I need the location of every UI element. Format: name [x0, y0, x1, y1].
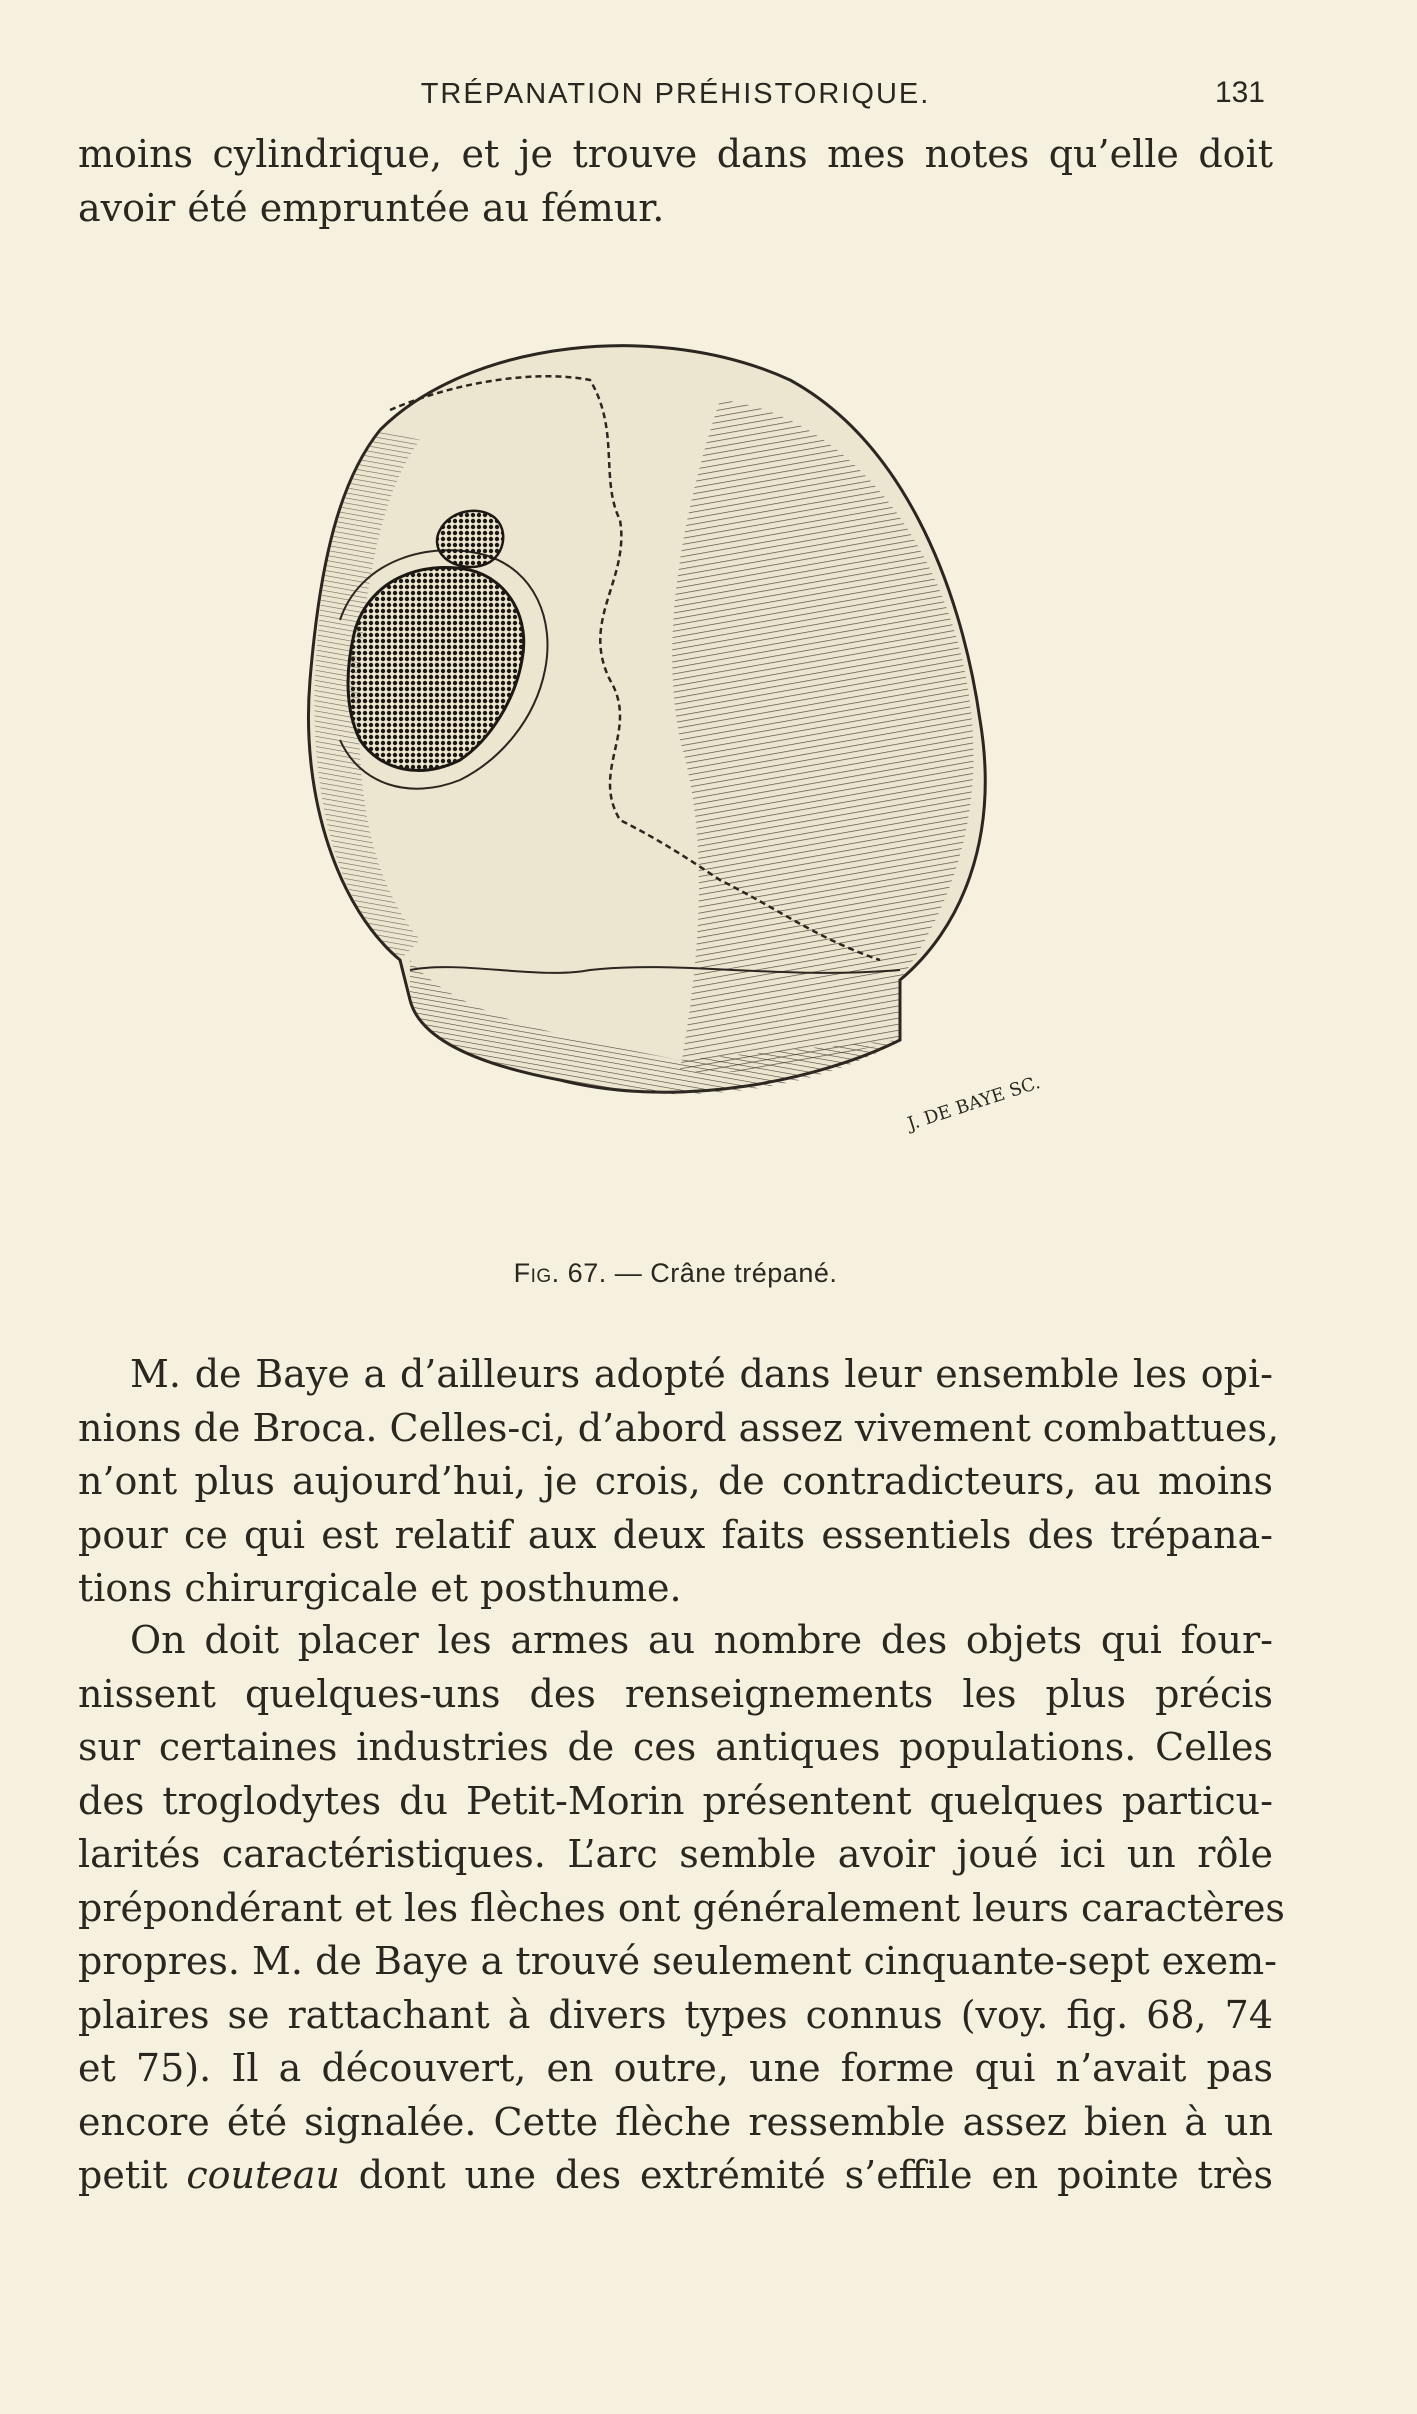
- text-line: On doit placer les armes au nombre des objets qui four-: [130, 1618, 1273, 1662]
- text-line: nions de Broca. Celles-ci, d’abord assez vivement combattues,: [78, 1405, 1280, 1450]
- figure-trepanned-skull: [260, 320, 1140, 1250]
- text-line: n’ont plus aujourd’hui, je crois, de contradicteurs, au moins: [78, 1459, 1273, 1503]
- text-line: M. de Baye a d’ailleurs adopté dans leur ensemble les opi-: [130, 1352, 1273, 1396]
- text-fragment: dont une des extrémité s’effile en pointe très: [339, 2153, 1273, 2197]
- text-line: sur certaines industries de ces antiques populations. Celles: [78, 1725, 1273, 1769]
- engraver-signature: J. DE BAYE SC.: [905, 1072, 1043, 1135]
- text-line: moins cylindrique, et je trouve dans mes notes qu’elle doit: [78, 132, 1273, 176]
- trepanation-hole-small: [437, 511, 503, 567]
- text-line: larités caractéristiques. L’arc semble avoir joué ici un rôle: [78, 1832, 1273, 1876]
- emphasized-word: couteau: [186, 2153, 340, 2197]
- text-line: tions chirurgicale et posthume.: [78, 1566, 682, 1610]
- text-fragment: petit: [78, 2153, 187, 2197]
- running-head: [78, 72, 1273, 122]
- text-line: plaires se rattachant à divers types connus (voy. fig. 68, 74: [78, 1992, 1273, 2037]
- skull-shading: [672, 400, 973, 1073]
- text-line: avoir été empruntée au fémur.: [78, 185, 665, 230]
- text-line: nissent quelques-uns des renseignements les plus précis: [78, 1671, 1273, 1716]
- caption-label: Fig. 67.: [513, 1258, 607, 1288]
- running-title: TRÉPANATION PRÉHISTORIQUE.: [420, 78, 931, 110]
- skull-engraving: [260, 320, 1140, 1250]
- text-line-final: [78, 2149, 1273, 2203]
- text-line: pour ce qui est relatif aux deux faits essentiels des trépana-: [78, 1512, 1273, 1557]
- caption-text: — Crâne trépané.: [614, 1258, 838, 1288]
- text-line: prépondérant et les flèches ont généralement leurs caractères: [78, 1885, 1285, 1930]
- paragraph-broca-opinions: [78, 1348, 1280, 1616]
- top-paragraph: [78, 128, 1273, 235]
- text-line: propres. M. de Baye a trouvé seulement cinquante-sept exem-: [78, 1939, 1277, 1983]
- figure-caption: [78, 1258, 1273, 1289]
- paragraph-weapons: [78, 1614, 1285, 2203]
- text-line: des troglodytes du Petit-Morin présentent quelques particu-: [78, 1778, 1273, 1823]
- page-number: 131: [1214, 76, 1265, 109]
- text-line: et 75). Il a découvert, en outre, une forme qui n’avait pas: [78, 2046, 1273, 2090]
- text-line: encore été signalée. Cette flèche ressemble assez bien à un: [78, 2099, 1273, 2144]
